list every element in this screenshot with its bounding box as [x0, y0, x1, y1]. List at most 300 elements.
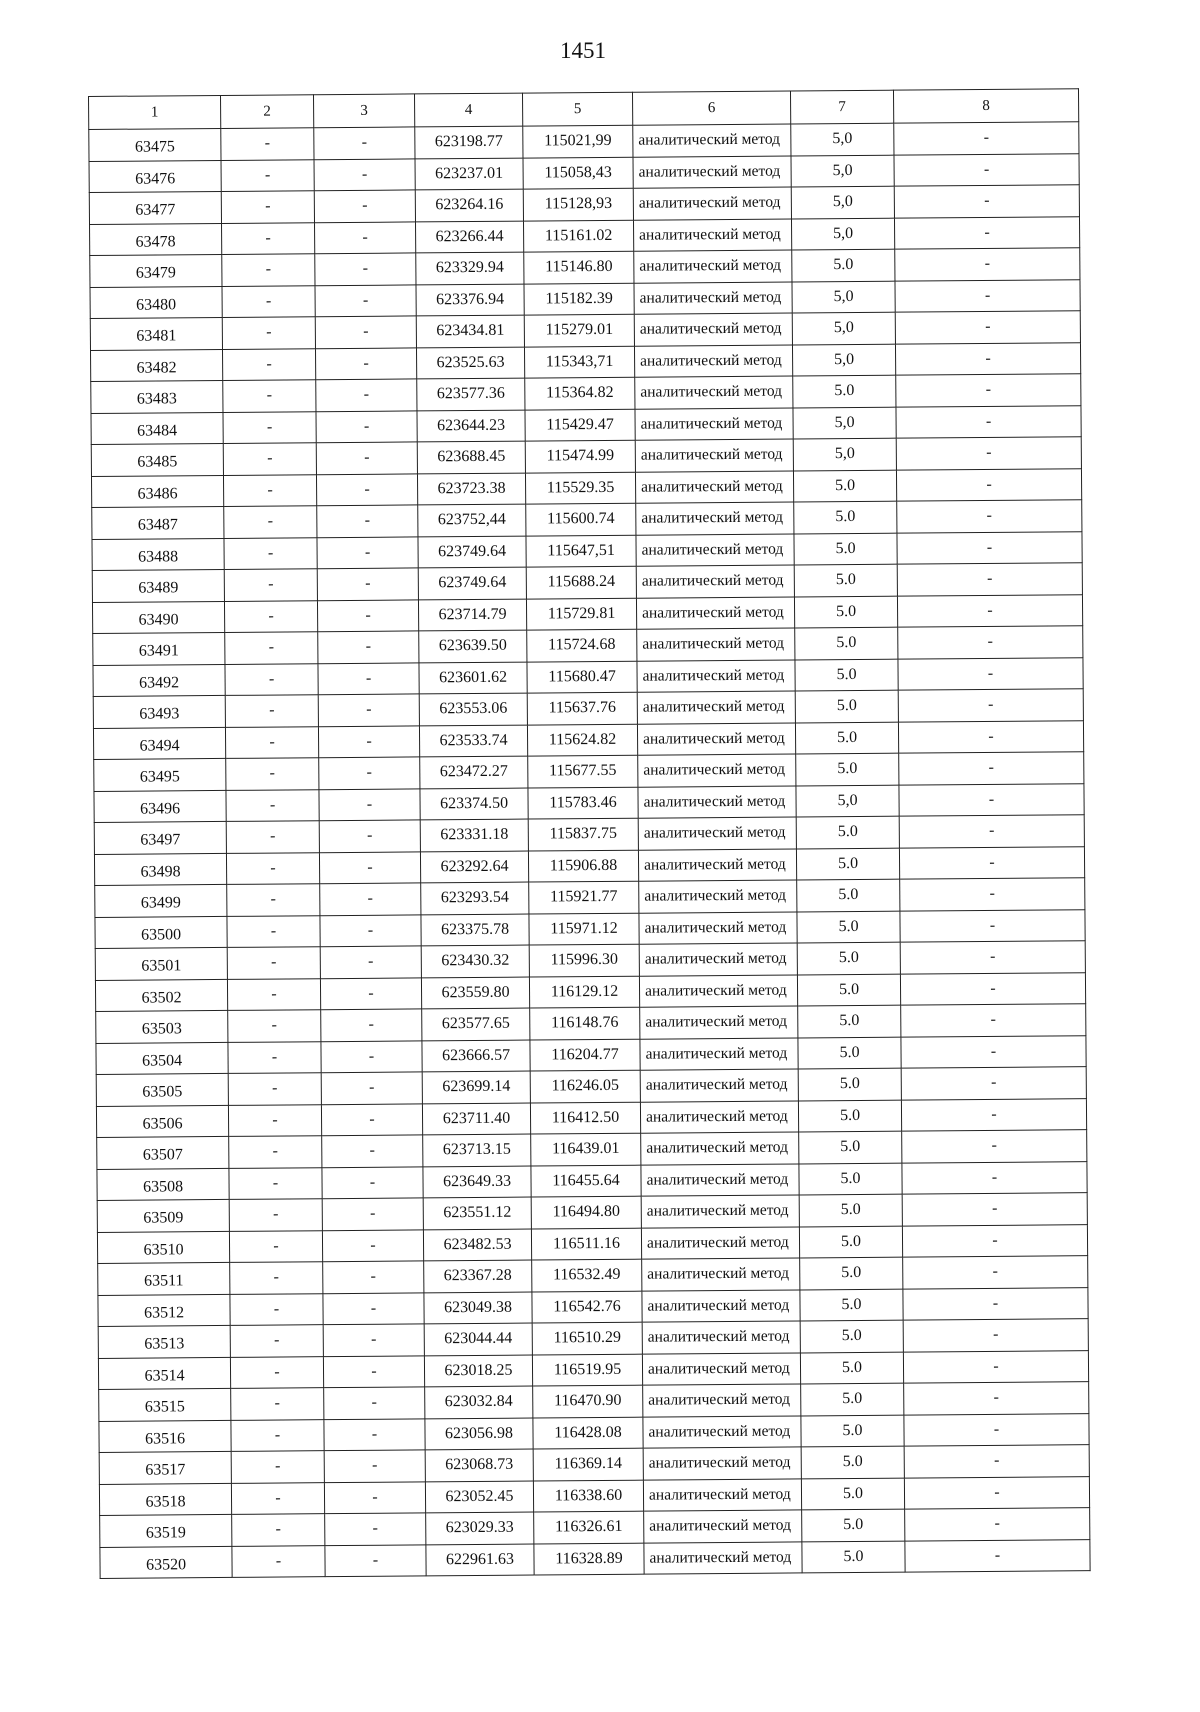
table-cell-col-7: 5,0: [791, 186, 894, 218]
table-cell-col-6: аналитический метод: [640, 1069, 798, 1102]
table-cell-col-6: аналитический метод: [643, 1415, 801, 1448]
table-cell-col-8: -: [895, 311, 1080, 344]
table-cell-col-2: -: [225, 726, 318, 758]
table-cell-col-5: 115837.75: [528, 818, 638, 850]
table-cell-col-6: аналитический метод: [638, 817, 796, 850]
table-cell-col-6: аналитический метод: [642, 1321, 800, 1354]
table-cell-col-6: аналитический метод: [644, 1510, 802, 1543]
table-cell-col-8: -: [894, 153, 1079, 186]
table-cell-col-3: -: [324, 1481, 425, 1513]
table-cell-col-3: -: [321, 1103, 422, 1135]
table-cell-col-2: -: [223, 380, 316, 412]
table-cell-col-3: -: [320, 883, 421, 915]
table-cell-col-6: аналитический метод: [637, 628, 795, 661]
table-cell-col-1: 63510: [97, 1231, 229, 1264]
table-cell-col-5: 116204.77: [530, 1039, 640, 1071]
table-cell-col-3: -: [323, 1292, 424, 1324]
table-cell-col-2: -: [227, 915, 320, 947]
table-cell-col-8: -: [898, 626, 1083, 659]
table-cell-col-7: 5.0: [799, 1194, 902, 1226]
table-cell-col-5: 116439.01: [531, 1133, 641, 1165]
table-cell-col-2: -: [223, 443, 316, 475]
table-cell-col-6: аналитический метод: [635, 407, 793, 440]
table-cell-col-4: 623644.23: [417, 410, 525, 442]
table-cell-col-8: -: [902, 1161, 1087, 1194]
table-cell-col-8: -: [904, 1413, 1089, 1446]
table-cell-col-3: -: [314, 221, 415, 253]
table-cell-col-4: 623749.64: [418, 567, 526, 599]
table-cell-col-3: -: [324, 1450, 425, 1482]
table-cell-col-6: аналитический метод: [641, 1132, 799, 1165]
table-cell-col-7: 5.0: [793, 375, 896, 407]
table-cell-col-3: -: [317, 505, 418, 537]
table-cell-col-8: -: [896, 405, 1081, 438]
table-cell-col-4: 623266.44: [415, 221, 523, 253]
table-cell-col-8: -: [901, 1004, 1086, 1037]
table-cell-col-3: -: [316, 442, 417, 474]
table-cell-col-7: 5.0: [795, 722, 898, 754]
table-cell-col-3: -: [318, 694, 419, 726]
table-cell-col-2: -: [221, 159, 314, 191]
table-cell-col-3: -: [315, 316, 416, 348]
table-cell-col-4: 623688.45: [417, 441, 525, 473]
table-cell-col-6: аналитический метод: [635, 439, 793, 472]
table-cell-col-6: аналитический метод: [636, 596, 794, 629]
table-cell-col-2: -: [229, 1199, 322, 1231]
column-header-5: 5: [522, 92, 632, 126]
table-cell-col-3: -: [315, 284, 416, 316]
table-cell-col-7: 5,0: [792, 344, 895, 376]
table-cell-col-7: 5.0: [799, 1163, 902, 1195]
table-cell-col-8: -: [895, 248, 1080, 281]
column-header-7: 7: [790, 90, 893, 124]
table-cell-col-6: аналитический метод: [639, 974, 797, 1007]
table-cell-col-5: 116129.12: [529, 976, 639, 1008]
table-cell-col-2: -: [225, 663, 318, 695]
column-header-3: 3: [313, 94, 414, 128]
table-cell-col-7: 5.0: [800, 1289, 903, 1321]
table-cell-col-5: 115279.01: [524, 314, 634, 346]
table-cell-col-3: -: [324, 1387, 425, 1419]
table-cell-col-4: 623237.01: [415, 158, 523, 190]
table-cell-col-1: 63508: [97, 1168, 229, 1201]
table-cell-col-2: -: [229, 1136, 322, 1168]
table-cell-col-4: 623577.36: [417, 378, 525, 410]
table-cell-col-5: 115429.47: [525, 409, 635, 441]
table-cell-col-2: -: [221, 191, 314, 223]
table-cell-col-3: -: [319, 757, 420, 789]
table-cell-col-1: 63519: [100, 1514, 232, 1547]
table-cell-col-4: 623430.32: [421, 945, 529, 977]
table-cell-col-4: 623068.73: [425, 1449, 533, 1481]
table-cell-col-5: 116148.76: [530, 1007, 640, 1039]
table-cell-col-1: 63513: [98, 1325, 230, 1358]
table-cell-col-2: -: [230, 1325, 323, 1357]
table-cell-col-5: 116542.76: [532, 1291, 642, 1323]
table-cell-col-3: -: [321, 1040, 422, 1072]
table-cell-col-1: 63492: [93, 664, 225, 697]
table-cell-col-8: -: [901, 1035, 1086, 1068]
table-cell-col-4: 623711.40: [422, 1103, 530, 1135]
table-cell-col-5: 115637.76: [527, 692, 637, 724]
table-cell-col-5: 115724.68: [527, 629, 637, 661]
table-cell-col-5: 116338.60: [533, 1480, 643, 1512]
table-cell-col-8: -: [897, 531, 1082, 564]
coordinates-table: [88, 88, 1091, 1579]
table-cell-col-1: 63517: [99, 1451, 231, 1484]
table-cell-col-5: 116246.05: [530, 1070, 640, 1102]
table-cell-col-6: аналитический метод: [639, 911, 797, 944]
table-cell-col-5: 115921.77: [529, 881, 639, 913]
page-number: 1451: [560, 38, 606, 63]
table-body: [89, 122, 1090, 1579]
table-cell-col-7: 5.0: [794, 564, 897, 596]
table-cell-col-7: 5.0: [798, 1037, 901, 1069]
table-cell-col-5: 115343,71: [524, 346, 634, 378]
table-cell-col-1: 63520: [100, 1546, 232, 1579]
table-cell-col-7: 5.0: [800, 1257, 903, 1289]
table-cell-col-6: аналитический метод: [641, 1163, 799, 1196]
table-cell-col-8: -: [899, 783, 1084, 816]
table-cell-col-1: 63505: [96, 1073, 228, 1106]
table-cell-col-4: 623264.16: [415, 189, 523, 221]
table-cell-col-8: -: [902, 1130, 1087, 1163]
table-cell-col-4: 623331.18: [420, 819, 528, 851]
table-cell-col-3: -: [318, 662, 419, 694]
table-cell-col-7: 5,0: [791, 155, 894, 187]
table-cell-col-7: 5.0: [795, 627, 898, 659]
table-cell-col-6: аналитический метод: [638, 785, 796, 818]
table-cell-col-1: 63500: [95, 916, 227, 949]
table-cell-col-8: -: [898, 720, 1083, 753]
table-cell-col-6: аналитический метод: [642, 1258, 800, 1291]
table-cell-col-5: 115906.88: [528, 850, 638, 882]
table-cell-col-4: 623052.45: [425, 1481, 533, 1513]
table-cell-col-2: -: [232, 1514, 325, 1546]
table-cell-col-1: 63485: [91, 443, 223, 476]
table-cell-col-4: 623374.50: [420, 788, 528, 820]
table-cell-col-7: 5.0: [795, 690, 898, 722]
table-cell-col-3: -: [322, 1166, 423, 1198]
table-cell-col-1: 63490: [92, 601, 224, 634]
table-cell-col-6: аналитический метод: [633, 124, 791, 157]
table-cell-col-8: -: [898, 689, 1083, 722]
table-cell-col-4: 623699.14: [422, 1071, 530, 1103]
table-cell-col-2: -: [231, 1388, 324, 1420]
table-cell-col-7: 5,0: [791, 218, 894, 250]
table-cell-col-2: -: [226, 789, 319, 821]
table-cell-col-5: 115996.30: [529, 944, 639, 976]
table-cell-col-4: 623056.98: [425, 1418, 533, 1450]
table-cell-col-8: -: [896, 437, 1081, 470]
table-cell-col-3: -: [324, 1418, 425, 1450]
table-cell-col-1: 63494: [93, 727, 225, 760]
table-cell-col-5: 116369.14: [533, 1448, 643, 1480]
table-cell-col-3: -: [325, 1544, 426, 1576]
table-cell-col-5: 116455.64: [531, 1165, 641, 1197]
table-cell-col-8: -: [894, 185, 1079, 218]
table-cell-col-4: 623714.79: [418, 599, 526, 631]
table-cell-col-5: 115161.02: [523, 220, 633, 252]
table-cell-col-6: аналитический метод: [634, 250, 792, 283]
table-cell-col-3: -: [322, 1198, 423, 1230]
table-cell-col-6: аналитический метод: [636, 533, 794, 566]
table-cell-col-7: 5,0: [793, 438, 896, 470]
table-cell-col-1: 63515: [99, 1388, 231, 1421]
table-cell-col-3: -: [322, 1229, 423, 1261]
table-cell-col-1: 63486: [91, 475, 223, 508]
table-cell-col-7: 5.0: [801, 1383, 904, 1415]
table-cell-col-8: -: [900, 972, 1085, 1005]
table-cell-col-4: 623329.94: [416, 252, 524, 284]
table-cell-col-2: -: [227, 947, 320, 979]
column-header-1: 1: [89, 95, 221, 129]
table-cell-col-7: 5.0: [793, 470, 896, 502]
table-cell-col-8: -: [905, 1508, 1090, 1541]
table-cell-col-8: -: [899, 752, 1084, 785]
table-cell-col-4: 623293.54: [421, 882, 529, 914]
table-cell-col-5: 115474.99: [525, 440, 635, 472]
table-cell-col-1: 63488: [92, 538, 224, 571]
table-cell-col-1: 63489: [92, 569, 224, 602]
table-cell-col-6: аналитический метод: [642, 1352, 800, 1385]
table-cell-col-3: -: [317, 536, 418, 568]
table-cell-col-7: 5.0: [797, 974, 900, 1006]
table-cell-col-5: 115783.46: [528, 787, 638, 819]
table-cell-col-4: 623049.38: [424, 1292, 532, 1324]
table-cell-col-3: -: [325, 1513, 426, 1545]
table-cell-col-2: -: [222, 222, 315, 254]
table-cell-col-2: -: [232, 1545, 325, 1577]
table-cell-col-1: 63506: [96, 1105, 228, 1138]
table-cell-col-7: 5.0: [798, 1005, 901, 1037]
table-cell-col-6: аналитический метод: [633, 187, 791, 220]
table-cell-col-4: 623482.53: [423, 1229, 531, 1261]
table-cell-col-4: 623723.38: [417, 473, 525, 505]
table-cell-col-8: -: [900, 909, 1085, 942]
table-cell-col-5: 115146.80: [524, 251, 634, 283]
table-cell-col-8: -: [897, 500, 1082, 533]
table-cell-col-3: -: [318, 631, 419, 663]
table-cell-col-5: 115680.47: [527, 661, 637, 693]
table-cell-col-3: -: [318, 725, 419, 757]
table-cell-col-2: -: [223, 411, 316, 443]
table-cell-col-2: -: [223, 474, 316, 506]
table-cell-col-1: 63481: [90, 317, 222, 350]
table-cell-col-7: 5.0: [801, 1478, 904, 1510]
table-cell-col-3: -: [319, 851, 420, 883]
table-cell-col-4: 623749.64: [418, 536, 526, 568]
table-cell-col-2: -: [222, 348, 315, 380]
table-cell-col-7: 5.0: [794, 501, 897, 533]
table-cell-col-2: -: [228, 1010, 321, 1042]
table-cell-col-6: аналитический метод: [640, 1037, 798, 1070]
table-cell-col-5: 116326.61: [534, 1511, 644, 1543]
table-cell-col-2: -: [229, 1167, 322, 1199]
table-cell-col-5: 115021,99: [523, 125, 633, 157]
table-cell-col-3: -: [314, 127, 415, 159]
table-cell-col-7: 5.0: [792, 249, 895, 281]
table-cell-col-5: 116428.08: [533, 1417, 643, 1449]
table-cell-col-8: -: [900, 878, 1085, 911]
table-cell-col-7: 5.0: [795, 659, 898, 691]
table-cell-col-7: 5.0: [802, 1509, 905, 1541]
table-cell-col-7: 5,0: [792, 281, 895, 313]
table-cell-col-2: -: [222, 254, 315, 286]
table-cell-col-2: -: [231, 1451, 324, 1483]
table-cell-col-4: 623029.33: [426, 1512, 534, 1544]
table-cell-col-1: 63503: [96, 1010, 228, 1043]
table-cell-col-2: -: [226, 852, 319, 884]
table-cell-col-4: 623292.64: [420, 851, 528, 883]
table-cell-col-5: 115971.12: [529, 913, 639, 945]
table-cell-col-1: 63479: [90, 254, 222, 287]
table-cell-col-2: -: [228, 1041, 321, 1073]
table-cell-col-3: -: [322, 1135, 423, 1167]
table-cell-col-5: 115058,43: [523, 157, 633, 189]
column-header-6: 6: [632, 91, 790, 125]
table-cell-col-8: -: [899, 846, 1084, 879]
table-cell-col-4: 623713.15: [423, 1134, 531, 1166]
table-cell-col-8: -: [903, 1256, 1088, 1289]
table-cell-col-1: 63483: [91, 380, 223, 413]
column-header-4: 4: [414, 93, 522, 127]
table-cell-col-3: -: [316, 473, 417, 505]
table-cell-col-1: 63478: [90, 223, 222, 256]
table-cell-col-3: -: [320, 946, 421, 978]
table-cell-col-2: -: [230, 1262, 323, 1294]
table-cell-col-3: -: [320, 977, 421, 1009]
table-cell-col-7: 5.0: [796, 816, 899, 848]
table-cell-col-7: 5.0: [796, 848, 899, 880]
table-cell-col-2: -: [224, 506, 317, 538]
table-cell-col-5: 115729.81: [526, 598, 636, 630]
table-cell-col-4: 623032.84: [425, 1386, 533, 1418]
table-cell-col-6: аналитический метод: [638, 754, 796, 787]
table-cell-col-6: аналитический метод: [643, 1384, 801, 1417]
table-cell-col-1: 63482: [90, 349, 222, 382]
table-cell-col-3: -: [319, 820, 420, 852]
table-cell-col-8: -: [898, 657, 1083, 690]
table-cell-col-8: -: [897, 563, 1082, 596]
table-cell-col-6: аналитический метод: [639, 943, 797, 976]
table-cell-col-7: 5.0: [798, 1068, 901, 1100]
table-cell-col-1: 63475: [89, 128, 221, 161]
table-cell-col-5: 115529.35: [525, 472, 635, 504]
table-cell-col-7: 5.0: [802, 1541, 905, 1573]
table-cell-col-1: 63518: [99, 1483, 231, 1516]
table-cell-col-8: -: [897, 594, 1082, 627]
table-cell-col-8: -: [902, 1193, 1087, 1226]
table-cell-col-8: -: [894, 122, 1079, 155]
table-cell-col-4: 623639.50: [419, 630, 527, 662]
table-cell-col-3: -: [317, 568, 418, 600]
table-cell-col-5: 116470.90: [533, 1385, 643, 1417]
table-cell-col-3: -: [315, 347, 416, 379]
table-cell-col-4: 623018.25: [424, 1355, 532, 1387]
table-row: [100, 1539, 1090, 1578]
table-cell-col-3: -: [316, 410, 417, 442]
table-cell-col-3: -: [315, 253, 416, 285]
table-cell-col-7: 5.0: [799, 1131, 902, 1163]
table-cell-col-6: аналитический метод: [635, 376, 793, 409]
table-cell-col-4: 623044.44: [424, 1323, 532, 1355]
table-cell-col-2: -: [227, 978, 320, 1010]
table-cell-col-8: -: [905, 1539, 1090, 1572]
table-cell-col-8: -: [900, 941, 1085, 974]
table-cell-col-6: аналитический метод: [643, 1478, 801, 1511]
table-cell-col-8: -: [902, 1224, 1087, 1257]
table-cell-col-6: аналитический метод: [633, 155, 791, 188]
table-cell-col-5: 115364.82: [525, 377, 635, 409]
table-cell-col-4: 623601.62: [419, 662, 527, 694]
table-cell-col-4: 623553.06: [419, 693, 527, 725]
table-cell-col-3: -: [321, 1072, 422, 1104]
table-cell-col-2: -: [226, 821, 319, 853]
table-cell-col-6: аналитический метод: [638, 848, 796, 881]
coordinates-table-wrapper: [88, 88, 1090, 1579]
table-cell-col-3: -: [317, 599, 418, 631]
table-cell-col-8: -: [895, 279, 1080, 312]
table-cell-col-4: 623198.77: [415, 126, 523, 158]
table-cell-col-2: -: [230, 1293, 323, 1325]
table-cell-col-7: 5.0: [797, 879, 900, 911]
table-cell-col-1: 63496: [94, 790, 226, 823]
table-cell-col-6: аналитический метод: [641, 1226, 799, 1259]
table-cell-col-7: 5.0: [797, 942, 900, 974]
table-cell-col-4: 623375.78: [421, 914, 529, 946]
table-cell-col-1: 63493: [93, 695, 225, 728]
table-cell-col-7: 5,0: [791, 123, 894, 155]
table-cell-col-1: 63511: [98, 1262, 230, 1295]
table-cell-col-5: 115128,93: [523, 188, 633, 220]
table-cell-col-5: 116532.49: [532, 1259, 642, 1291]
table-cell-col-2: -: [230, 1356, 323, 1388]
table-cell-col-4: 623577.65: [422, 1008, 530, 1040]
table-cell-col-6: аналитический метод: [643, 1447, 801, 1480]
table-cell-col-8: -: [896, 468, 1081, 501]
table-cell-col-7: 5.0: [794, 596, 897, 628]
table-cell-col-2: -: [226, 758, 319, 790]
table-cell-col-2: -: [221, 128, 314, 160]
table-cell-col-1: 63491: [93, 632, 225, 665]
table-cell-col-4: 623472.27: [420, 756, 528, 788]
table-cell-col-7: 5.0: [796, 753, 899, 785]
table-cell-col-3: -: [314, 190, 415, 222]
table-cell-col-4: 622961.63: [426, 1544, 534, 1576]
table-cell-col-3: -: [320, 914, 421, 946]
table-cell-col-1: 63512: [98, 1294, 230, 1327]
table-cell-col-8: -: [904, 1382, 1089, 1415]
table-cell-col-1: 63516: [99, 1420, 231, 1453]
table-cell-col-7: 5.0: [800, 1352, 903, 1384]
table-cell-col-6: аналитический метод: [635, 470, 793, 503]
column-header-2: 2: [220, 95, 313, 129]
table-cell-col-6: аналитический метод: [642, 1289, 800, 1322]
table-cell-col-8: -: [901, 1098, 1086, 1131]
table-cell-col-7: 5,0: [793, 407, 896, 439]
table-cell-col-2: -: [224, 600, 317, 632]
table-cell-col-3: -: [323, 1355, 424, 1387]
table-cell-col-5: 116519.95: [532, 1354, 642, 1386]
table-cell-col-7: 5.0: [799, 1226, 902, 1258]
table-cell-col-1: 63476: [89, 160, 221, 193]
table-cell-col-1: 63501: [95, 947, 227, 980]
table-cell-col-2: -: [224, 537, 317, 569]
table-cell-col-6: аналитический метод: [634, 344, 792, 377]
table-cell-col-6: аналитический метод: [633, 218, 791, 251]
table-cell-col-6: аналитический метод: [636, 502, 794, 535]
